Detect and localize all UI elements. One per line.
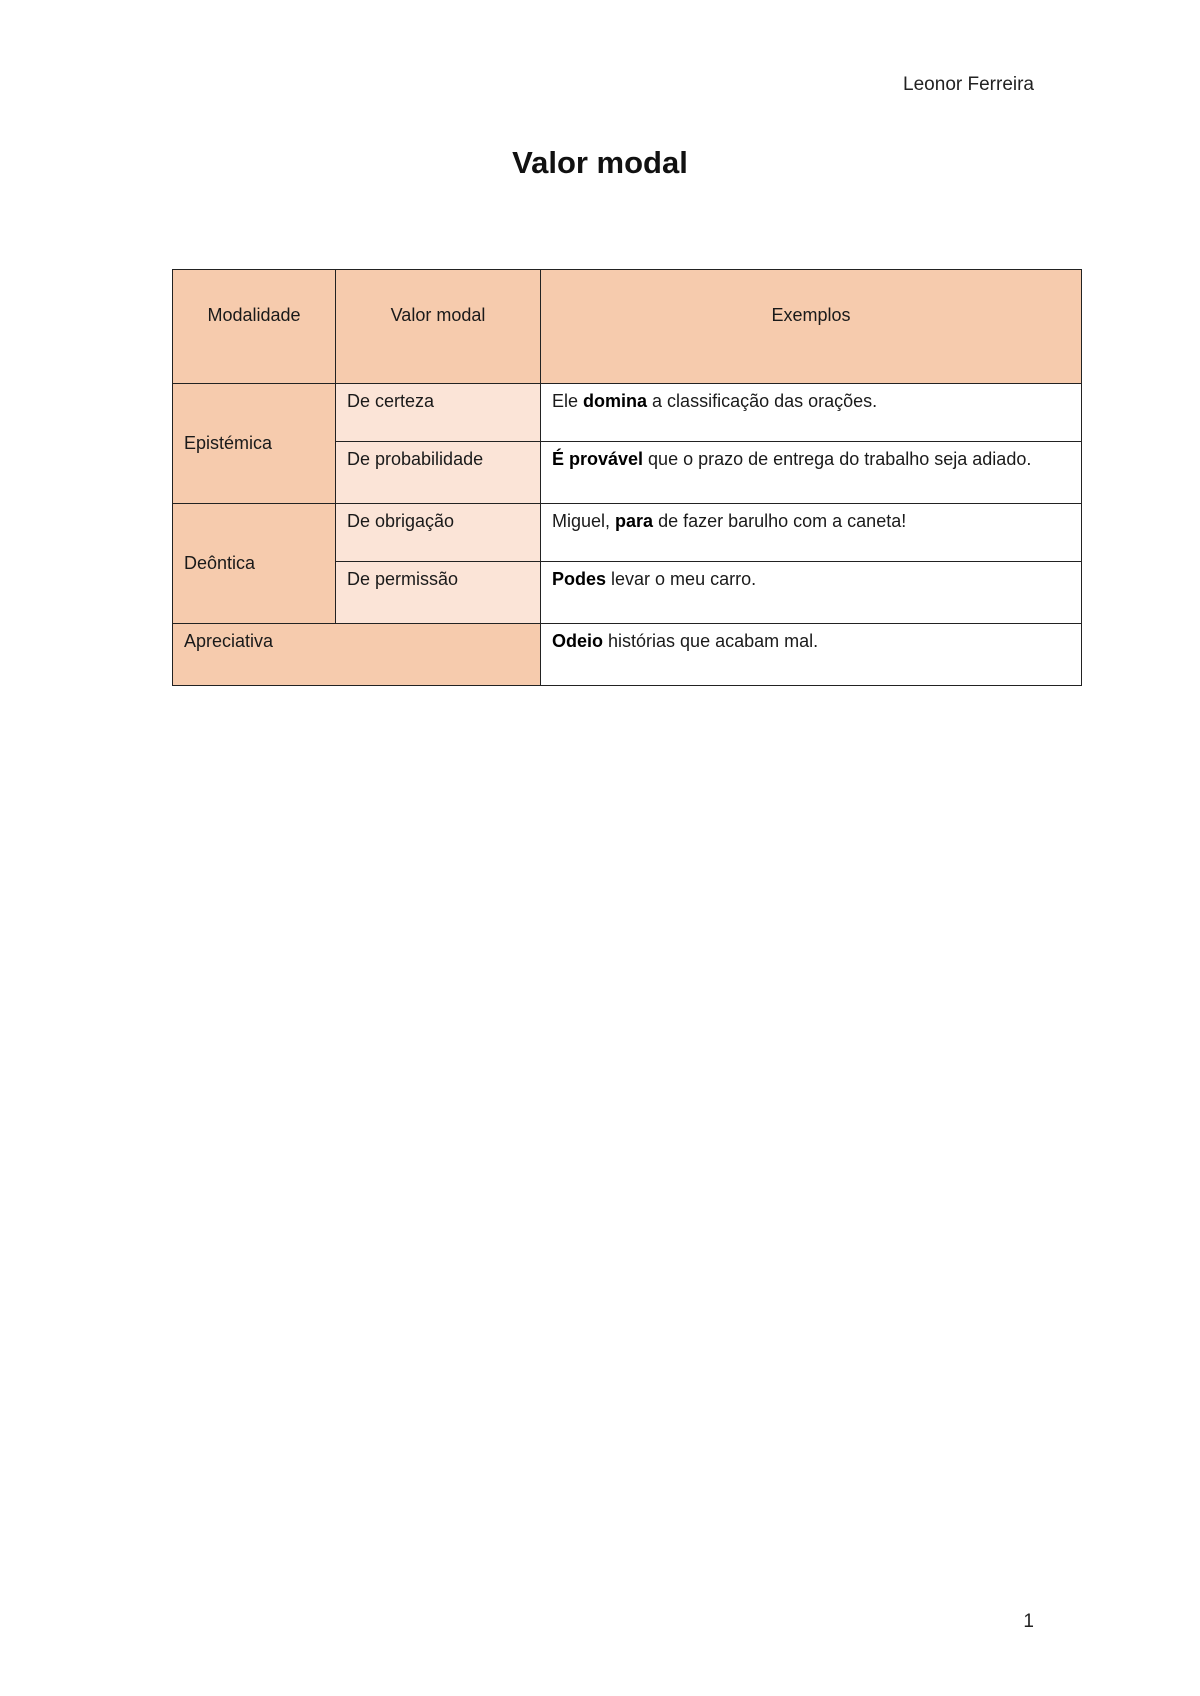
example-text: Ele bbox=[552, 391, 584, 411]
example-text: histórias que acabam mal. bbox=[603, 631, 819, 651]
modal-marker: Podes bbox=[552, 569, 607, 589]
example-text: Miguel, bbox=[552, 511, 616, 531]
valor-cell: De obrigação bbox=[336, 504, 541, 562]
modal-marker: domina bbox=[583, 391, 648, 411]
table-row bbox=[173, 384, 1082, 442]
example-cell bbox=[541, 562, 1082, 624]
example-text: a classificação das orações. bbox=[647, 391, 878, 411]
modal-marker: para bbox=[615, 511, 654, 531]
header-modalidade: Modalidade bbox=[173, 270, 336, 384]
modal-marker: Odeio bbox=[552, 631, 604, 651]
table-row bbox=[173, 624, 1082, 686]
page-author: Leonor Ferreira bbox=[903, 74, 1034, 95]
modalidade-cell: Apreciativa bbox=[173, 624, 541, 686]
modalidade-cell: Epistémica bbox=[173, 384, 336, 504]
page-number: 1 bbox=[1023, 1611, 1034, 1632]
example-cell bbox=[541, 442, 1082, 504]
modal-value-table bbox=[172, 269, 1082, 686]
table-header-row bbox=[173, 270, 1082, 384]
page-title: Valor modal bbox=[512, 145, 688, 180]
header-exemplos: Exemplos bbox=[541, 270, 1082, 384]
example-cell bbox=[541, 624, 1082, 686]
valor-cell: De probabilidade bbox=[336, 442, 541, 504]
modal-marker: É provável bbox=[552, 449, 644, 469]
valor-cell: De permissão bbox=[336, 562, 541, 624]
table-row bbox=[173, 504, 1082, 562]
example-text: levar o meu carro. bbox=[606, 569, 757, 589]
example-cell bbox=[541, 384, 1082, 442]
example-text: que o prazo de entrega do trabalho seja adiado. bbox=[643, 449, 1032, 469]
valor-cell: De certeza bbox=[336, 384, 541, 442]
example-text: de fazer barulho com a caneta! bbox=[653, 511, 907, 531]
modalidade-cell: Deôntica bbox=[173, 504, 336, 624]
example-cell bbox=[541, 504, 1082, 562]
header-valor-modal: Valor modal bbox=[336, 270, 541, 384]
